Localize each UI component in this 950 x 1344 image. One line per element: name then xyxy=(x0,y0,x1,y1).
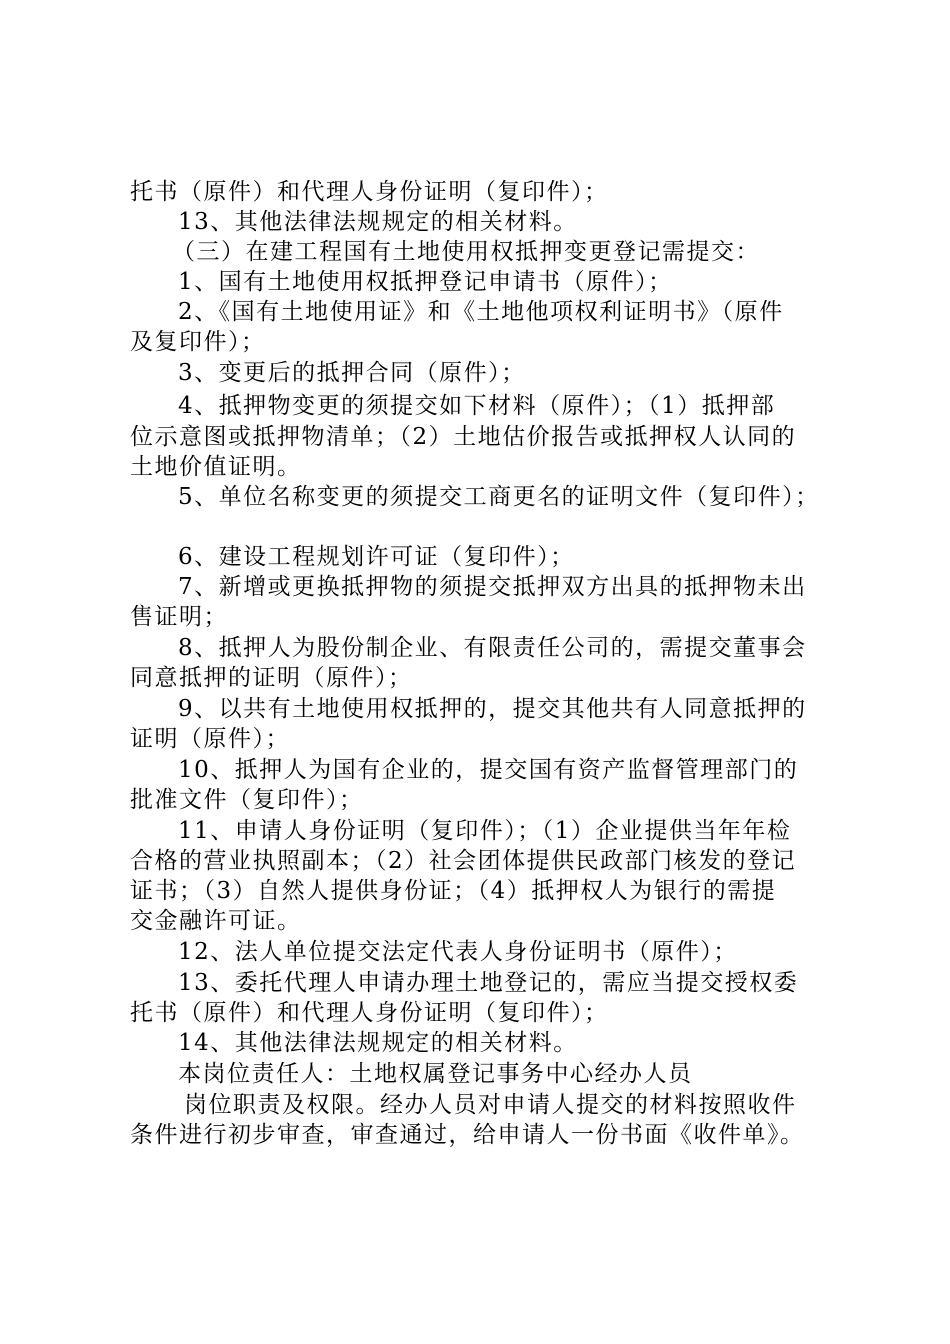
text-line: 岗位职责及权限。经办人员对申请人提交的材料按照收件 xyxy=(184,1092,797,1118)
text-line: 13、其他法律法规规定的相关材料。 xyxy=(178,209,578,235)
text-line: 售证明； xyxy=(130,604,228,630)
text-line: 5、单位名称变更的须提交工商更名的证明文件（复印件）； xyxy=(178,484,820,510)
text-line: 托书（原件）和代理人身份证明（复印件）； xyxy=(130,1000,609,1026)
text-line: 14、其他法律法规规定的相关材料。 xyxy=(178,1030,578,1056)
text-line: 9、以共有土地使用权抵押的，提交其他共有人同意抵押的 xyxy=(178,696,807,722)
text-line: 4、抵押物变更的须提交如下材料（原件）；（1）抵押部 xyxy=(178,393,776,419)
text-line: 交金融许可证。 xyxy=(130,908,302,934)
text-line: 10、抵押人为国有企业的，提交国有资产监督管理部门的 xyxy=(178,757,799,783)
text-line: 合格的营业执照副本；（2）社会团体提供民政部门核发的登记 xyxy=(130,848,797,874)
text-line: 6、建设工程规划许可证（复印件）； xyxy=(178,544,575,570)
text-line: 证明（原件）； xyxy=(130,726,290,752)
text-line: 位示意图或抵押物清单；（2）土地估价报告或抵押权人认同的 xyxy=(130,424,797,450)
text-line: 本岗位责任人：土地权属登记事务中心经办人员 xyxy=(178,1061,693,1087)
text-line: 1、国有土地使用权抵押登记申请书（原件）； xyxy=(178,269,673,295)
text-line: 条件进行初步审查，审查通过，给申请人一份书面《收件单》。 xyxy=(130,1122,805,1148)
text-line: 及复印件）； xyxy=(130,329,266,355)
text-line: 8、抵押人为股份制企业、有限责任公司的，需提交董事会 xyxy=(178,635,807,661)
text-line: 托书（原件）和代理人身份证明（复印件）； xyxy=(130,179,609,205)
text-line: 7、新增或更换抵押物的须提交抵押双方出具的抵押物未出 xyxy=(178,574,807,600)
text-line: 11、申请人身份证明（复印件）；（1）企业提供当年年检 xyxy=(178,818,792,844)
text-line: 同意抵押的证明（原件）； xyxy=(130,665,413,691)
text-line: （三）在建工程国有土地使用权抵押变更登记需提交： xyxy=(172,239,760,265)
text-line: 证书；（3）自然人提供身份证；（4）抵押权人为银行的需提 xyxy=(130,878,777,904)
text-line: 12、法人单位提交法定代表人身份证明书（原件）； xyxy=(178,939,738,965)
text-line: 13、委托代理人申请办理土地登记的，需应当提交授权委 xyxy=(178,970,799,996)
text-line: 批准文件（复印件）； xyxy=(130,787,364,813)
text-line: 土地价值证明。 xyxy=(130,454,302,480)
text-line: 3、变更后的抵押合同（原件）； xyxy=(178,360,526,386)
text-line: 2、《国有土地使用证》和《土地他项权利证明书》（原件 xyxy=(178,299,784,325)
